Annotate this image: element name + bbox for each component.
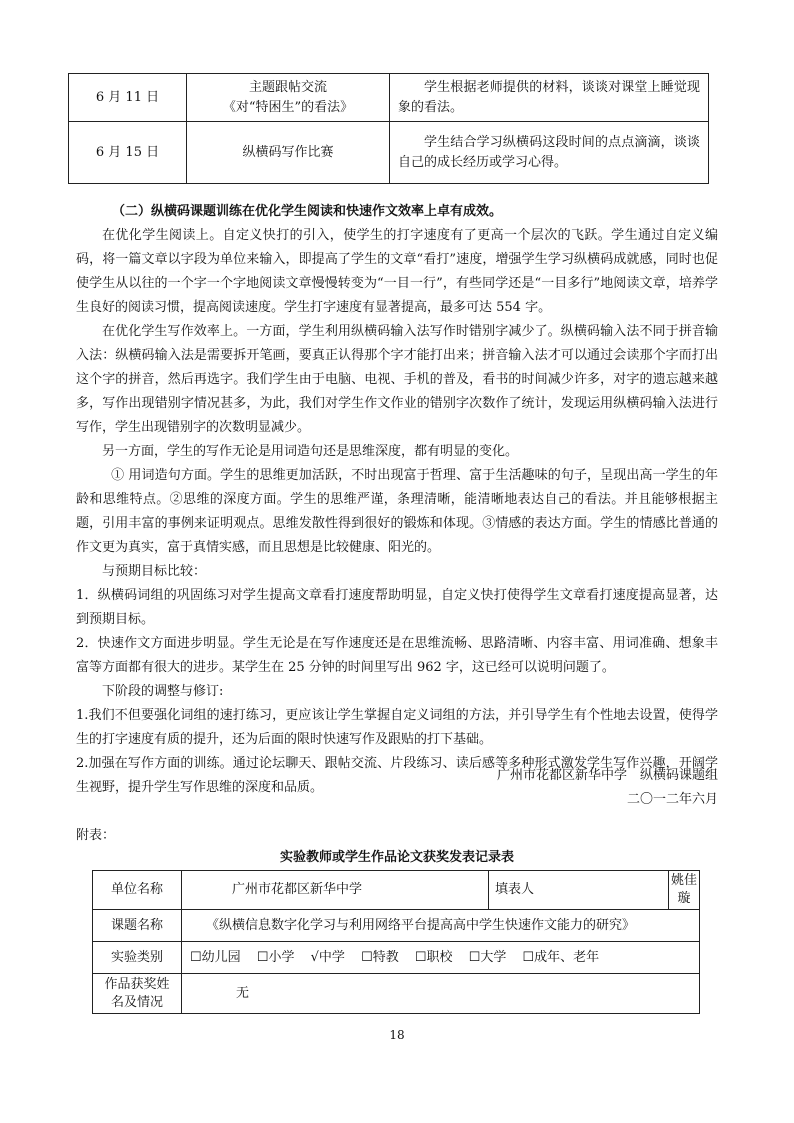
activity-cell: 纵横码写作比赛 — [187, 122, 390, 184]
type-option-label: 小学 — [268, 949, 295, 965]
table-row — [69, 74, 709, 122]
section-heading: （二）纵横码课题训练在优化学生阅读和快速作文效率上卓有成效。 — [112, 204, 503, 219]
paragraph: 另一方面，学生的写作无论是用词造句还是思维深度，都有明显的变化。 — [102, 444, 519, 459]
schedule-table — [68, 73, 709, 184]
description-cell: 学生结合学习纵横码这段时间的点点滴滴，谈谈自己的成长经历或学习心得。 — [390, 122, 709, 184]
paragraph: 在优化学生写作效率上。一方面，学生利用纵横码输入法写作时错别字减少了。纵横码输入法不同于拼音输入法：纵横码输入法是需要拆开笔画，要真正认得那个字才能打出来；拼音输入法才可以通过会读那个字而打出这个字的拼音，然后再选字。我们学生由于电脑、电视、手机的普及，看书的时间减少许多，对字的遗忘越来越多，写作出现错别字情况甚多，为此，我们对学生作文作业的错别字次数作了统计，发现运用纵横码输入法进行写作，学生出现错别字的次数明显减少。 — [76, 324, 718, 435]
checkbox-icon: ☐ — [468, 949, 481, 965]
date-cell: 6 月 15 日 — [69, 122, 187, 184]
compare-item: 1．纵横码词组的巩固练习对学生提高文章看打速度帮助明显，自定义快打使得学生文章看打速度提高显著，达到预期目标。 — [76, 588, 718, 627]
award-label-line: 名及情况 — [110, 994, 163, 1010]
type-option-label: 成年、老年 — [534, 949, 600, 965]
topic-value: 《纵横信息数字化学习与利用网络平台提高高中学生快速作文能力的研究》 — [182, 910, 700, 942]
award-label — [93, 974, 182, 1014]
checkbox-icon: ☐ — [414, 949, 427, 965]
type-option[interactable] — [415, 950, 453, 965]
type-option-label: 特教 — [372, 949, 399, 965]
appendix-title: 实验教师或学生作品论文获奖发表记录表 — [279, 850, 514, 865]
adjust-item: 1.我们不但要强化词组的速打练习，更应该让学生掌握自定义词组的方法，并引导学生有个性地去设置，使得学生的打字速度有质的提升，还为后面的限时快速写作及跟贴的打下基础。 — [76, 708, 718, 747]
filler-label: 填表人 — [489, 871, 669, 910]
type-option[interactable] — [361, 950, 399, 965]
signature-date: 二〇一二年六月 — [626, 792, 718, 807]
checkbox-icon: ☐ — [190, 949, 202, 965]
type-option-label: 幼儿园 — [201, 949, 241, 965]
signature-org: 广州市花都区新华中学 纵横码课题组 — [496, 768, 718, 783]
unit-value: 广州市花都区新华中学 — [182, 871, 489, 910]
type-option-label: 中学 — [318, 949, 345, 965]
table-row — [69, 122, 709, 184]
award-record-table — [92, 870, 700, 1014]
activity-line: 主题跟帖交流 — [248, 79, 327, 95]
activity-cell — [187, 74, 390, 122]
table-row — [93, 942, 700, 974]
paragraph: ① 用词造句方面。学生的思维更加活跃，不时出现富于哲理、富于生活趣味的句子，呈现出高一学生的年龄和思维特点。②思维的深度方面。学生的思维严谨，条理清晰，能清晰地表达自己的看法。并且能够根据主题，引用丰富的事例来证明观点。思维发散性得到很好的锻炼和体现。③情感的表达方面。学生的情感比普通的作文更为真实，富于真情实感，而且思想是比较健康、阳光的。 — [76, 468, 718, 555]
checkbox-icon: ☐ — [522, 949, 535, 965]
adjust-title: 下阶段的调整与修订: — [102, 684, 224, 699]
table-row — [93, 974, 700, 1014]
table-row — [93, 910, 700, 942]
type-option-label: 职校 — [426, 949, 453, 965]
description-cell: 学生根据老师提供的材料，谈谈对课堂上睡觉现象的看法。 — [390, 74, 709, 122]
paragraph: 在优化学生阅读上。自定义快打的引入，使学生的打字速度有了更高一个层次的飞跃。学生通过自定义编码，将一篇文章以字段为单位来输入，即提高了学生的文章“看打”速度，增强学生学习纵横码成就感，同时也促使学生从以往的一个字一个字地阅读文章慢慢转变为“一目一行”，有些同学还是“一目多行”地阅读文章，培养学生良好的阅读习惯，提高阅读速度。学生打字速度有显著提高，最多可达 554 字。 — [76, 228, 718, 315]
adjust-item: 2.加强在写作方面的训练。通过论坛聊天、跟帖交流、片段练习、读后感等多种形式激发学生写作兴趣，开阔学生视野，提升学生写作思维的深度和品质。 — [76, 756, 718, 795]
unit-label: 单位名称 — [93, 871, 182, 910]
appendix-label: 附表： — [76, 828, 116, 843]
filler-value: 姚佳璇 — [669, 871, 700, 910]
table-row — [93, 871, 700, 910]
type-option[interactable] — [311, 950, 345, 965]
compare-item: 2．快速作文方面进步明显。学生无论是在写作速度还是在思维流畅、思路清晰、内容丰富、用词准确、想象丰富等方面都有很大的进步。某学生在 25 分钟的时间里写出 962 字，这已经可以说明问题了。 — [76, 636, 718, 675]
checkmark-icon: √ — [310, 949, 319, 965]
type-option[interactable] — [257, 950, 295, 965]
section-body — [76, 200, 718, 800]
type-option[interactable] — [469, 950, 507, 965]
topic-label: 课题名称 — [93, 910, 182, 942]
checkbox-icon: ☐ — [256, 949, 269, 965]
date-cell: 6 月 11 日 — [69, 74, 187, 122]
type-option-label: 大学 — [480, 949, 507, 965]
compare-title: 与预期目标比较： — [102, 564, 207, 579]
award-value: 无 — [182, 974, 700, 1014]
award-label-line: 作品获奖姓 — [104, 976, 170, 992]
type-options — [182, 942, 700, 974]
activity-line: 《对“特困生”的看法》 — [222, 99, 354, 115]
checkbox-icon: ☐ — [361, 949, 373, 965]
type-option[interactable] — [523, 950, 600, 965]
page-number: 18 — [389, 1028, 405, 1042]
type-label: 实验类别 — [93, 942, 182, 974]
type-option[interactable] — [190, 950, 241, 965]
